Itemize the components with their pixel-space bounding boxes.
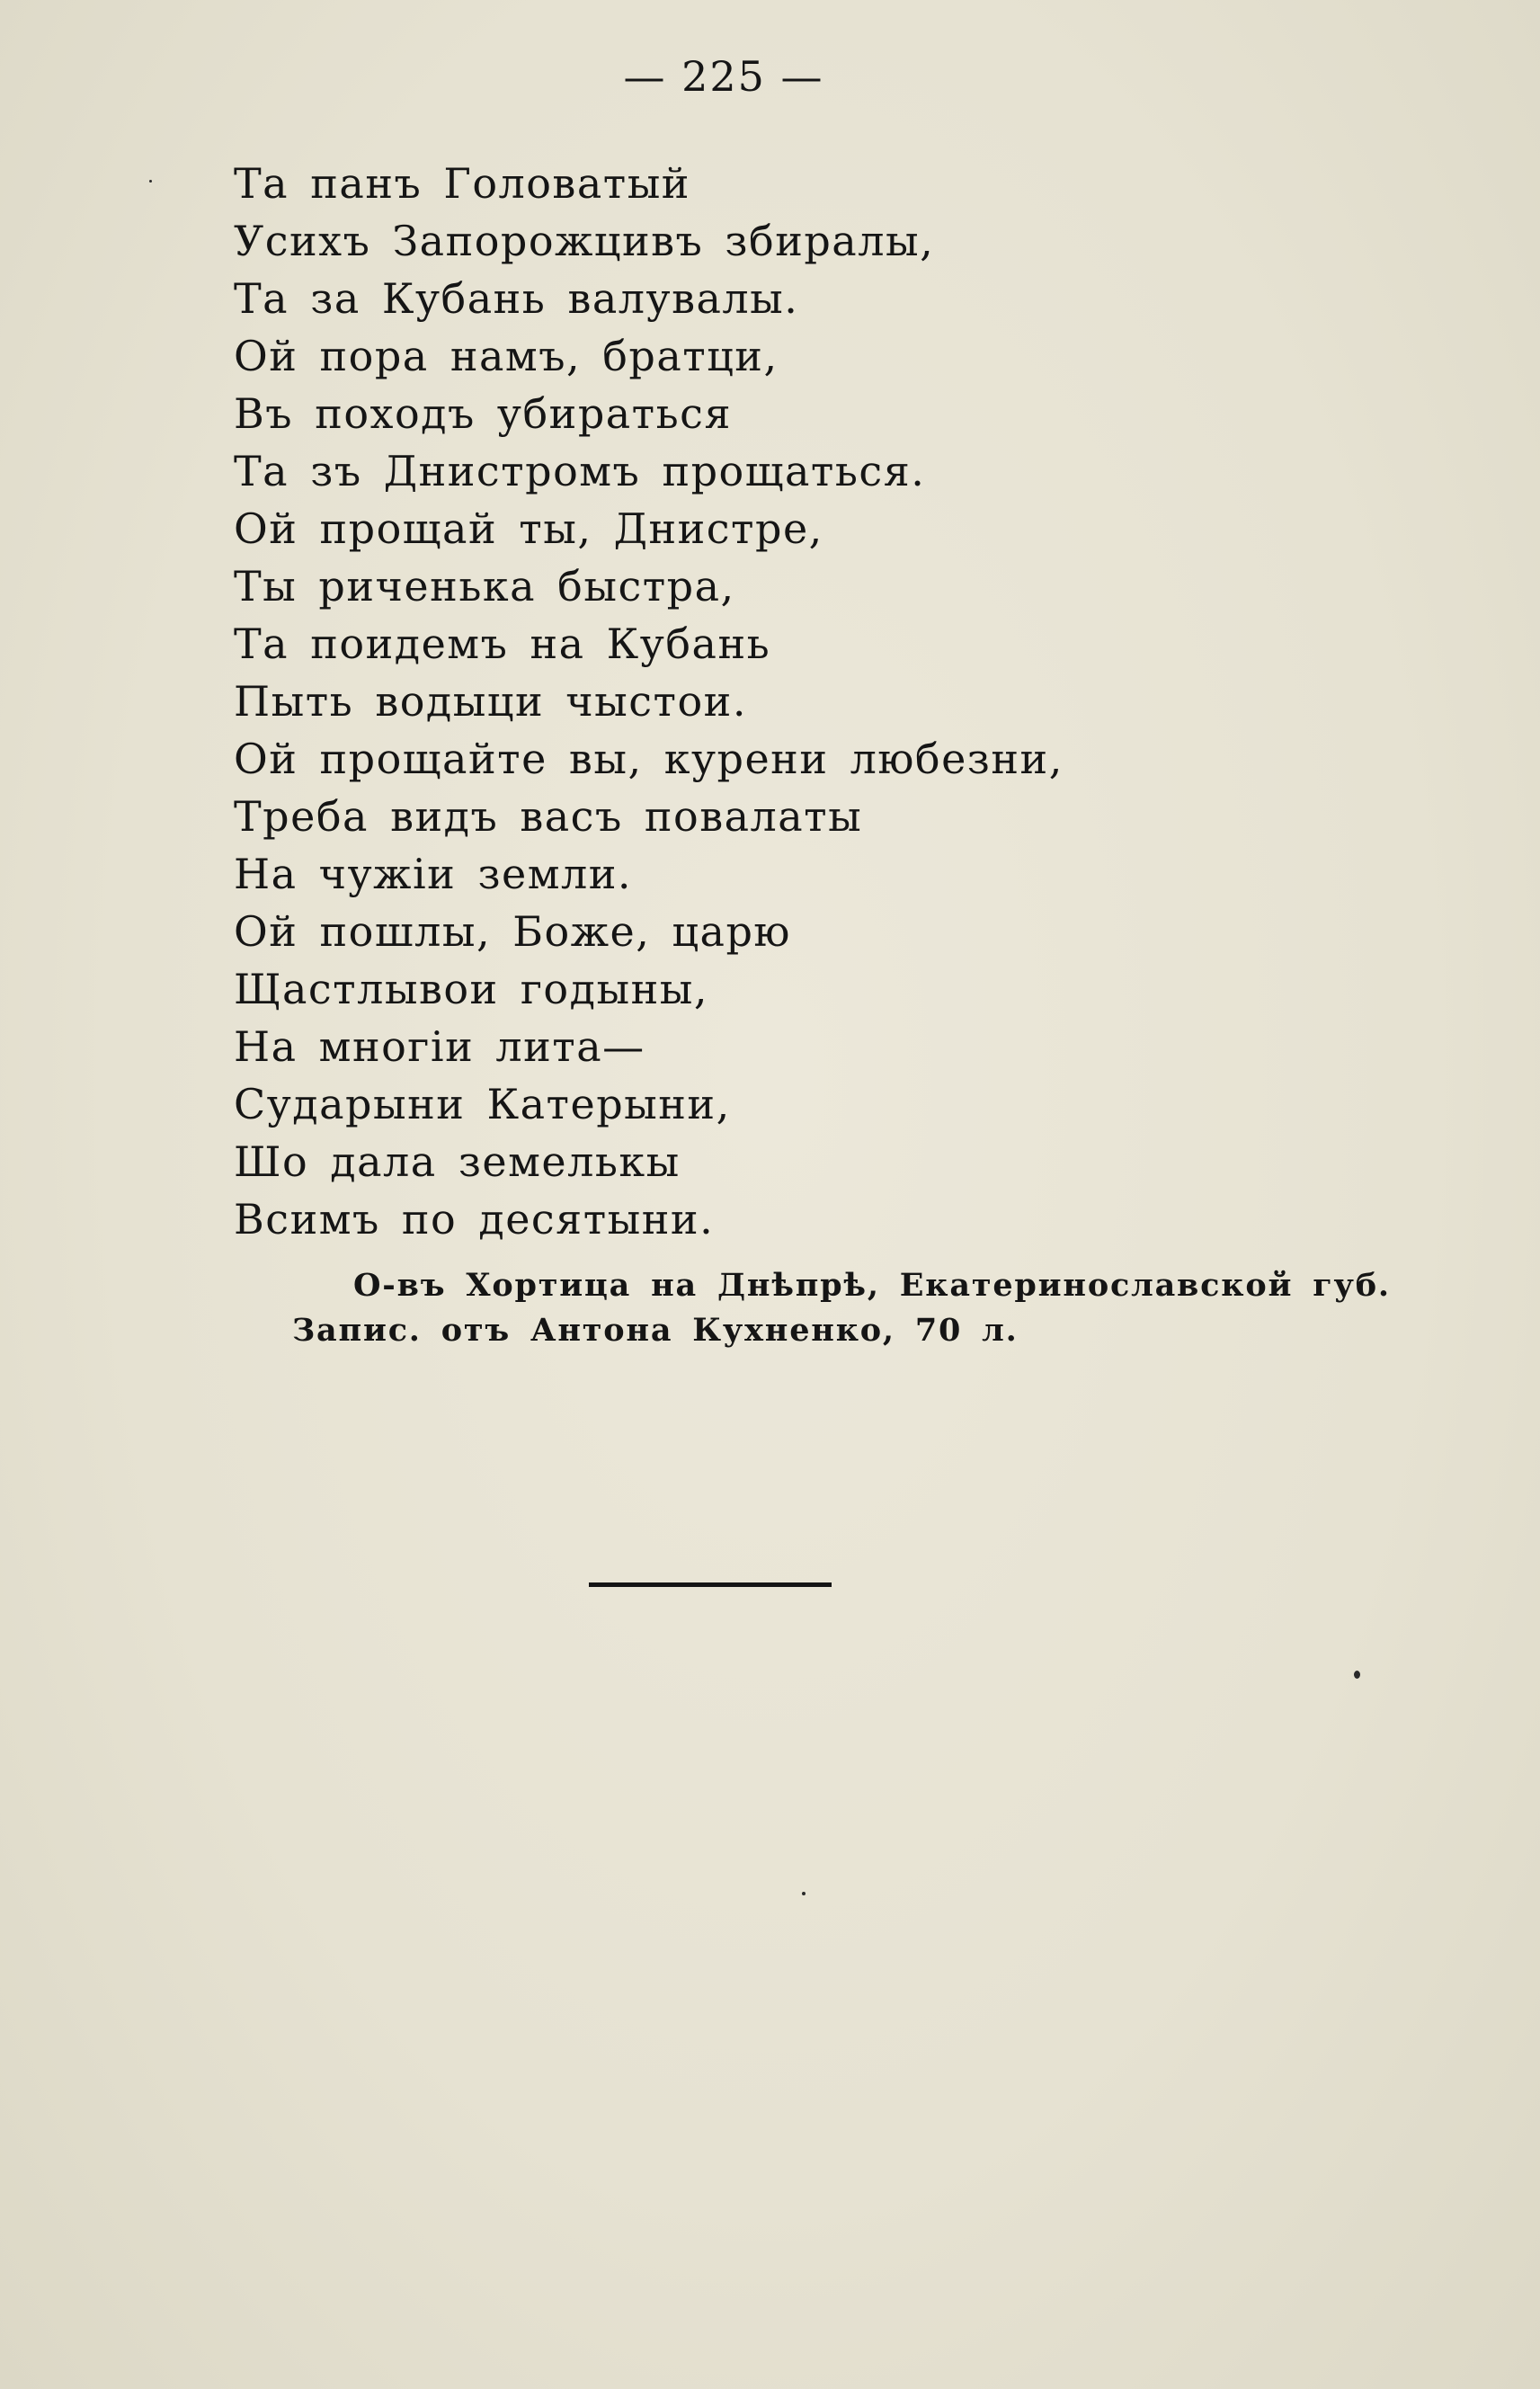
poem-line: Сударыни Катерыни, [234, 1080, 731, 1128]
poem-line: Въ походъ убираться [234, 389, 732, 438]
poem-line: Ты риченька быстра, [234, 562, 735, 611]
poem-line: Всимъ по десятыни. [234, 1195, 715, 1244]
poem-line: Та за Кубань валувалы. [234, 274, 799, 323]
poem-line: Ой пора намъ, братци, [234, 332, 779, 380]
print-speck [149, 180, 152, 183]
source-note [292, 1263, 1391, 1353]
page-number: — 225 — [623, 52, 824, 101]
poem-line: На многiи лита— [234, 1022, 645, 1071]
poem-line: Пыть водыци чыстои. [234, 677, 747, 726]
poem-line: На чужiи земли. [234, 850, 633, 898]
poem-line: Щастлывои годыны, [234, 965, 708, 1013]
end-rule-divider [589, 1582, 832, 1587]
poem-line: Та поидемъ на Кубань [234, 620, 771, 668]
source-recorded: Запис. отъ Антона Кухненко, 70 л. [292, 1312, 1019, 1349]
poem-line: Та панъ Головатый [234, 159, 690, 208]
poem-line: Усихъ Запорожцивъ збиралы, [234, 217, 935, 265]
poem-line: Треба видъ васъ повалаты [234, 792, 863, 841]
print-speck [1354, 1671, 1360, 1679]
print-speck [802, 1892, 806, 1895]
poem-line: Ой прощай ты, Днистре, [234, 504, 823, 553]
poem-line: Ой прощайте вы, курени любезни, [234, 735, 1064, 783]
source-place: О-въ Хортица на Днѣпрѣ, Екатеринославской губ. [353, 1267, 1391, 1304]
poem-text [234, 155, 1064, 1248]
poem-line: Шо дала земелькы [234, 1137, 681, 1186]
poem-line: Та зъ Днистромъ прощаться. [234, 447, 926, 495]
poem-line: Ой пошлы, Боже, царю [234, 907, 791, 956]
